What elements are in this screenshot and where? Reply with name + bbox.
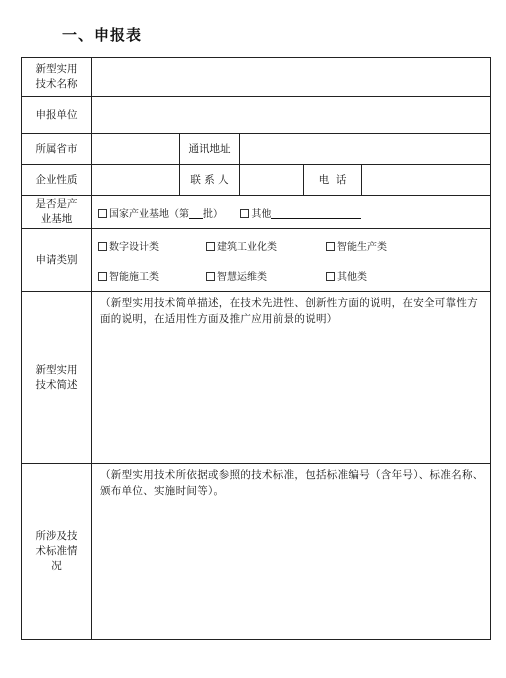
checkbox-icon[interactable] <box>98 272 107 281</box>
applicant-label: 申报单位 <box>22 97 92 134</box>
checkbox-icon[interactable] <box>98 209 107 218</box>
contact-label: 联 系 人 <box>180 165 240 196</box>
summary-label: 新型实用 技术简述 <box>22 292 92 464</box>
address-field[interactable] <box>240 134 491 165</box>
tech-name-field[interactable] <box>92 58 491 97</box>
base-label: 是否是产 业基地 <box>22 196 92 229</box>
row-summary <box>22 292 491 464</box>
category-option-smart-production[interactable]: 智能生产类 <box>326 238 434 253</box>
province-field[interactable] <box>92 134 180 165</box>
checkbox-icon[interactable] <box>98 242 107 251</box>
province-label: 所属省市 <box>22 134 92 165</box>
base-option-other[interactable]: 其他 <box>240 205 361 220</box>
row-base <box>22 196 491 229</box>
checkbox-icon[interactable] <box>326 242 335 251</box>
base-option-national[interactable]: 国家产业基地（第 批） <box>98 205 223 220</box>
category-option-smart-operation[interactable]: 智慧运维类 <box>206 268 326 283</box>
category-option-construction-industrialization[interactable]: 建筑工业化类 <box>206 238 326 253</box>
checkbox-icon[interactable] <box>240 209 249 218</box>
batch-blank[interactable] <box>189 218 203 219</box>
phone-label: 电 话 <box>304 165 362 196</box>
address-label: 通讯地址 <box>180 134 240 165</box>
summary-field[interactable]: （新型实用技术简单描述，在技术先进性、创新性方面的说明，在安全可靠性方面的说明，在适用性方面及推广应用前景的说明） <box>92 292 491 464</box>
row-standards <box>22 464 491 640</box>
other-blank[interactable] <box>271 218 361 219</box>
category-options <box>92 229 491 292</box>
standards-label: 所涉及技 术标准情 况 <box>22 464 92 640</box>
category-option-digital-design[interactable]: 数字设计类 <box>98 238 206 253</box>
application-form-table <box>21 57 491 640</box>
enterprise-type-label: 企业性质 <box>22 165 92 196</box>
category-option-smart-construction[interactable]: 智能施工类 <box>98 268 206 283</box>
category-label: 申请类别 <box>22 229 92 292</box>
category-option-other[interactable]: 其他类 <box>326 268 434 283</box>
contact-field[interactable] <box>240 165 304 196</box>
row-enterprise <box>22 165 491 196</box>
page-title: 一、申报表 <box>62 26 143 44</box>
tech-name-label: 新型实用 技术名称 <box>22 58 92 97</box>
row-province <box>22 134 491 165</box>
checkbox-icon[interactable] <box>206 272 215 281</box>
checkbox-icon[interactable] <box>206 242 215 251</box>
applicant-field[interactable] <box>92 97 491 134</box>
row-tech-name <box>22 58 491 97</box>
enterprise-type-field[interactable] <box>92 165 180 196</box>
checkbox-icon[interactable] <box>326 272 335 281</box>
row-category <box>22 229 491 292</box>
standards-field[interactable]: （新型实用技术所依据或参照的技术标准，包括标准编号（含年号）、标准名称、颁布单位、实施时间等）。 <box>92 464 491 640</box>
base-options <box>92 196 491 229</box>
row-applicant <box>22 97 491 134</box>
phone-field[interactable] <box>362 165 491 196</box>
